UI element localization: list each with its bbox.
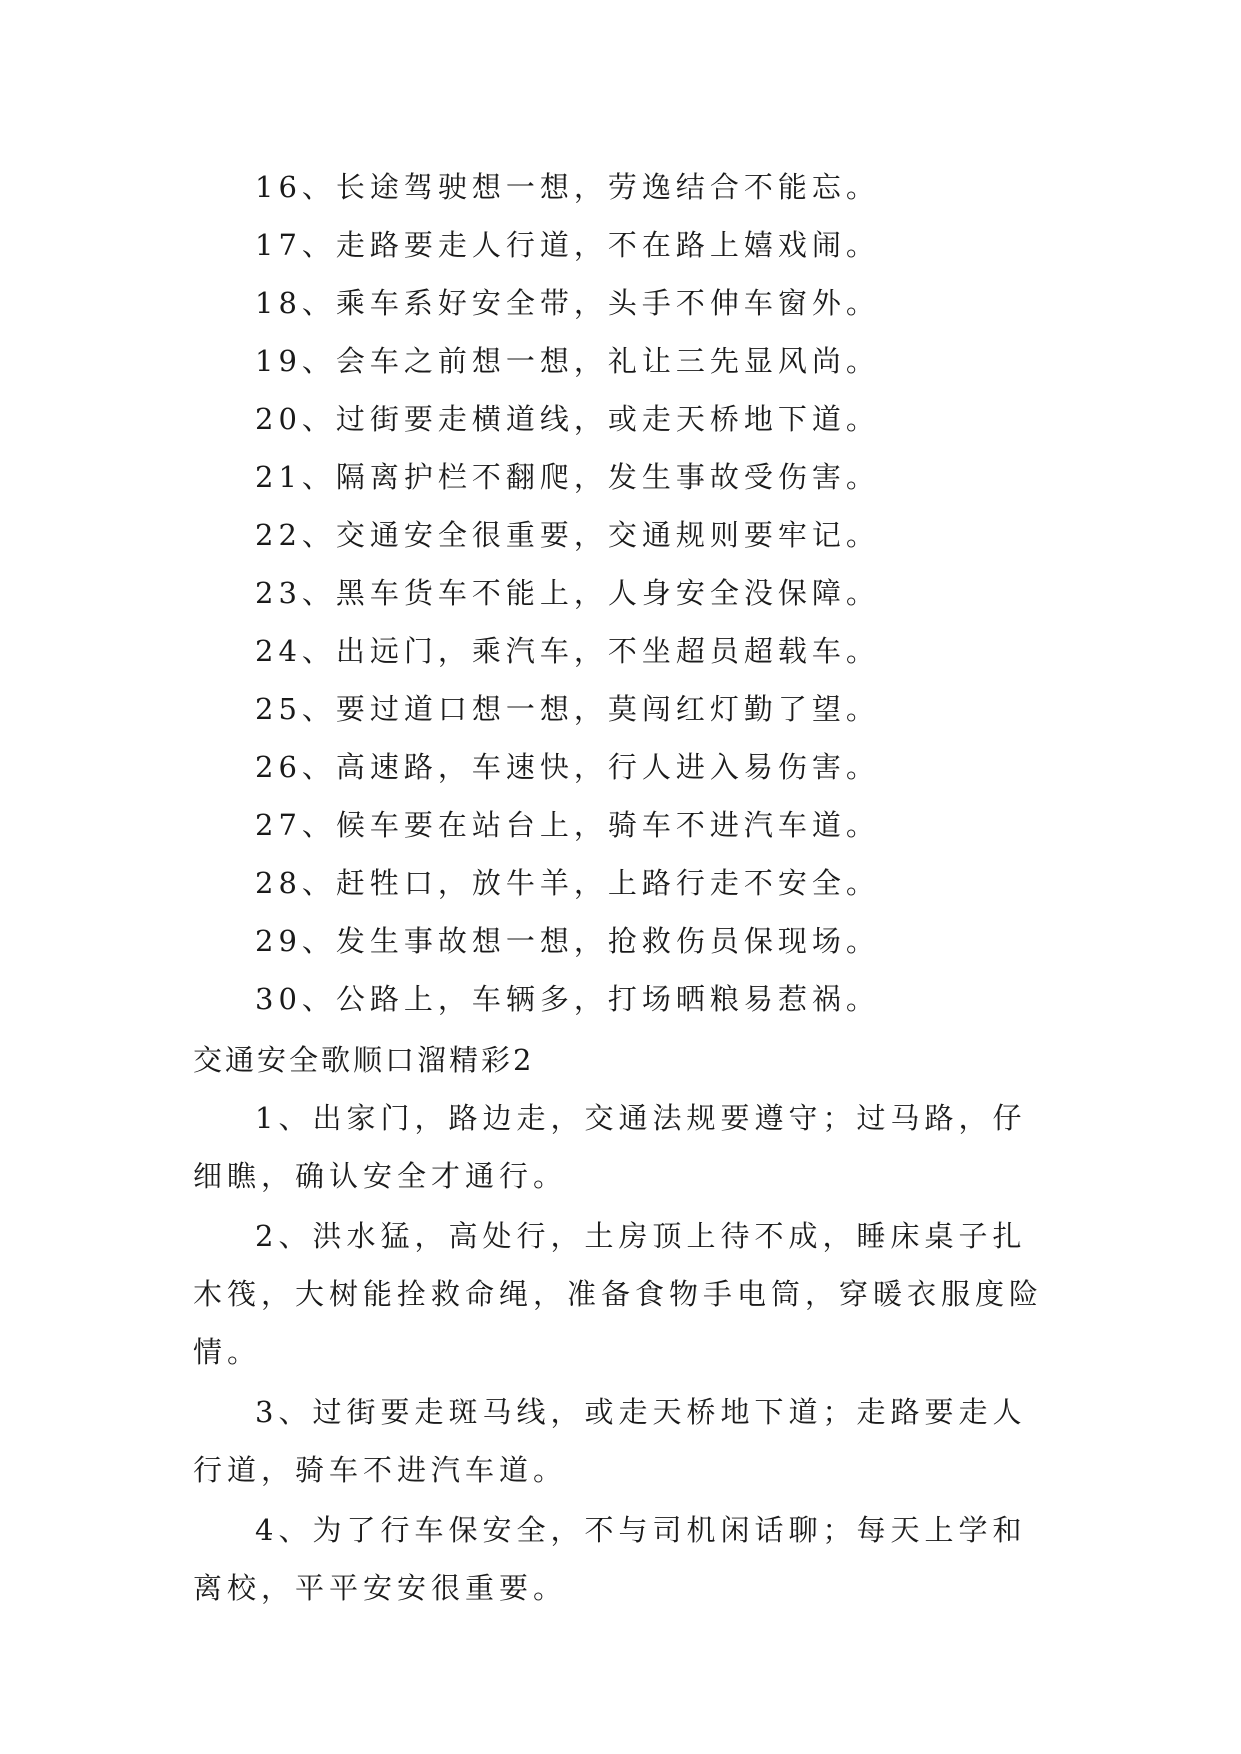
- verse-list: [255, 158, 880, 1028]
- verse-line: 22、交通安全很重要，交通规则要牢记。: [255, 518, 880, 552]
- paragraph: 2、洪水猛，高处行，土房顶上待不成，睡床桌子扎木筏，大树能拴救命绳，准备食物手电筒，穿暖衣服度险情。: [193, 1219, 1044, 1369]
- paragraph-block: [193, 1089, 1053, 1619]
- verse-line: 28、赶牲口，放牛羊，上路行走不安全。: [255, 866, 880, 900]
- verse-line: 16、长途驾驶想一想，劳逸结合不能忘。: [255, 170, 880, 204]
- verse-line: 29、发生事故想一想，抢救伤员保现场。: [255, 924, 880, 958]
- verse-line: 26、高速路，车速快，行人进入易伤害。: [255, 750, 880, 784]
- paragraph: 1、出家门，路边走，交通法规要遵守；过马路，仔细瞧，确认安全才通行。: [193, 1101, 1027, 1193]
- verse-line: 19、会车之前想一想，礼让三先显风尚。: [255, 344, 880, 378]
- section-title: 交通安全歌顺口溜精彩2: [193, 1043, 535, 1077]
- verse-line: 24、出远门，乘汽车，不坐超员超载车。: [255, 634, 880, 668]
- verse-line: 21、隔离护栏不翻爬，发生事故受伤害。: [255, 460, 880, 494]
- verse-line: 27、候车要在站台上，骑车不进汽车道。: [255, 808, 880, 842]
- verse-line: 18、乘车系好安全带，头手不伸车窗外。: [255, 286, 880, 320]
- verse-line: 25、要过道口想一想，莫闯红灯勤了望。: [255, 692, 880, 726]
- paragraph: 3、过街要走斑马线，或走天桥地下道；走路要走人行道，骑车不进汽车道。: [193, 1395, 1027, 1487]
- paragraph: 4、为了行车保安全，不与司机闲话聊；每天上学和离校，平平安安很重要。: [193, 1513, 1027, 1605]
- verse-line: 20、过街要走横道线，或走天桥地下道。: [255, 402, 880, 436]
- verse-line: 30、公路上，车辆多，打场晒粮易惹祸。: [255, 982, 880, 1016]
- verse-line: 23、黑车货车不能上，人身安全没保障。: [255, 576, 880, 610]
- verse-line: 17、走路要走人行道，不在路上嬉戏闹。: [255, 228, 880, 262]
